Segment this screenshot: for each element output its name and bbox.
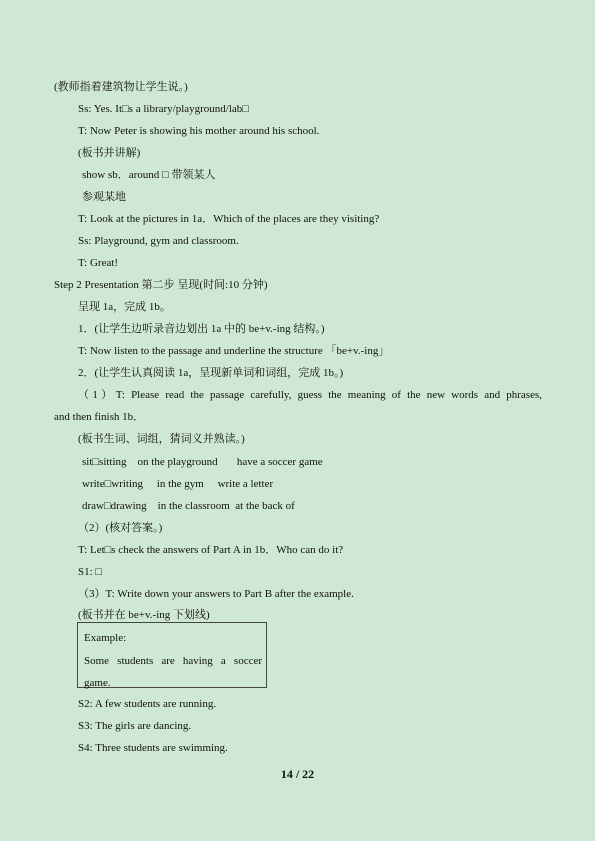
example-box-line: Some students are having a soccer: [84, 655, 262, 667]
text-line: T: Great!: [78, 257, 119, 269]
text-line: T: Let□s check the answers of Part A in 1b．Who can do it?: [78, 544, 344, 556]
text-line: 2．(让学生认真阅读 1a，呈现新单词和词组，完成 1b。): [78, 367, 344, 379]
text-line: (板书并讲解): [78, 147, 141, 159]
section-heading: Step 2 Presentation 第二步 呈现(时间:10 分钟): [54, 279, 268, 291]
example-box: [77, 622, 267, 688]
text-line: draw□drawing in the classroom at the back of: [82, 500, 295, 512]
text-line: （2）(核对答案。): [78, 522, 163, 534]
text-line: T: Look at the pictures in 1a．Which of the places are they visiting?: [78, 213, 380, 225]
text-line: write□writing in the gym write a letter: [82, 478, 274, 490]
text-line: (板书生词、词组，猜词义并熟读。): [78, 433, 245, 445]
example-box-line: Example:: [84, 632, 127, 644]
page-number: 14 / 22: [280, 767, 315, 781]
text-line: S1: □: [78, 566, 103, 578]
text-line: Ss: Yes. It□s a library/playground/lab□: [78, 103, 249, 115]
text-line: and then finish 1b．: [54, 411, 145, 423]
text-line: show sb．around □ 带领某人: [82, 169, 216, 181]
text-line: S2: A few students are running.: [78, 698, 217, 710]
text-line: (教师指着建筑物让学生说。): [54, 81, 188, 93]
text-line: (板书并在 be+v.-ing 下划线): [78, 609, 210, 621]
text-line: 参观某地: [82, 191, 126, 203]
text-line: 呈现 1a，完成 1b。: [78, 301, 171, 313]
text-line: T: Now Peter is showing his mother around his school.: [78, 125, 320, 137]
text-line: sit□sitting on the playground have a soccer game: [82, 456, 323, 468]
text-line: S4: Three students are swimming.: [78, 742, 228, 754]
text-line: Ss: Playground, gym and classroom.: [78, 235, 239, 247]
text-line: （3）T: Write down your answers to Part B after the example.: [78, 588, 354, 600]
text-line: 1．(让学生边听录音边划出 1a 中的 be+v.-ing 结构。): [78, 323, 325, 335]
text-line: S3: The girls are dancing.: [78, 720, 192, 732]
text-line: （1）T: Please read the passage carefully, guess the meaning of the new words and phrases,: [78, 389, 542, 401]
example-box-line: game.: [84, 677, 111, 689]
text-line: T: Now listen to the passage and underline the structure 「be+v.-ing」: [78, 345, 390, 357]
